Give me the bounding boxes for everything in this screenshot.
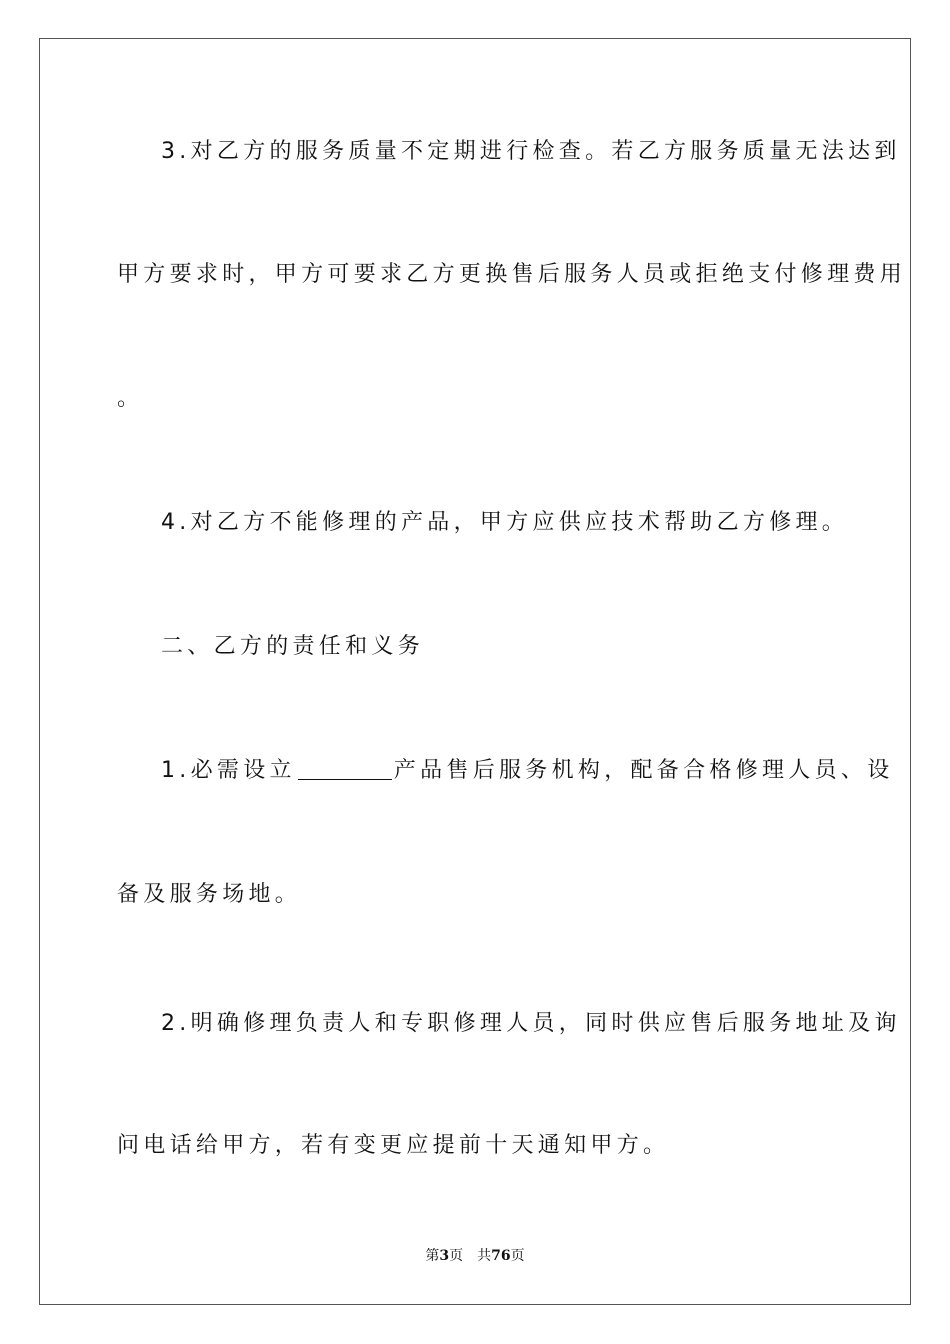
paragraph-line: 备及服务场地。: [117, 882, 302, 907]
paragraph-line: 3.对乙方的服务质量不定期进行检查。若乙方服务质量无法达到: [161, 139, 901, 164]
page-suffix: 页: [449, 1248, 464, 1264]
paragraph-line-with-blank: [161, 756, 894, 786]
total-pages: 76: [491, 1248, 511, 1264]
paragraph-text: 产品售后服务机构，配备合格修理人员、设: [393, 758, 894, 783]
section-heading: 二、乙方的责任和义务: [161, 634, 425, 659]
paragraph-line: 4.对乙方不能修理的产品，甲方应供应技术帮助乙方修理。: [161, 510, 849, 535]
page-number: 3: [439, 1248, 450, 1264]
fill-in-blank: [298, 757, 392, 780]
page-prefix: 第: [425, 1248, 440, 1264]
total-suffix: 页: [510, 1248, 525, 1264]
page-footer: [0, 1246, 950, 1266]
page-frame: [39, 38, 911, 1305]
paragraph-line: 2.明确修理负责人和专职修理人员，同时供应售后服务地址及询: [161, 1011, 901, 1036]
paragraph-text: 1.必需设立: [161, 758, 296, 783]
paragraph-line: 甲方要求时，甲方可要求乙方更换售后服务人员或拒绝支付修理费用: [117, 262, 907, 287]
total-prefix: 共: [477, 1248, 492, 1264]
paragraph-line: 。: [117, 386, 144, 411]
paragraph-line: 问电话给甲方，若有变更应提前十天通知甲方。: [117, 1133, 670, 1158]
